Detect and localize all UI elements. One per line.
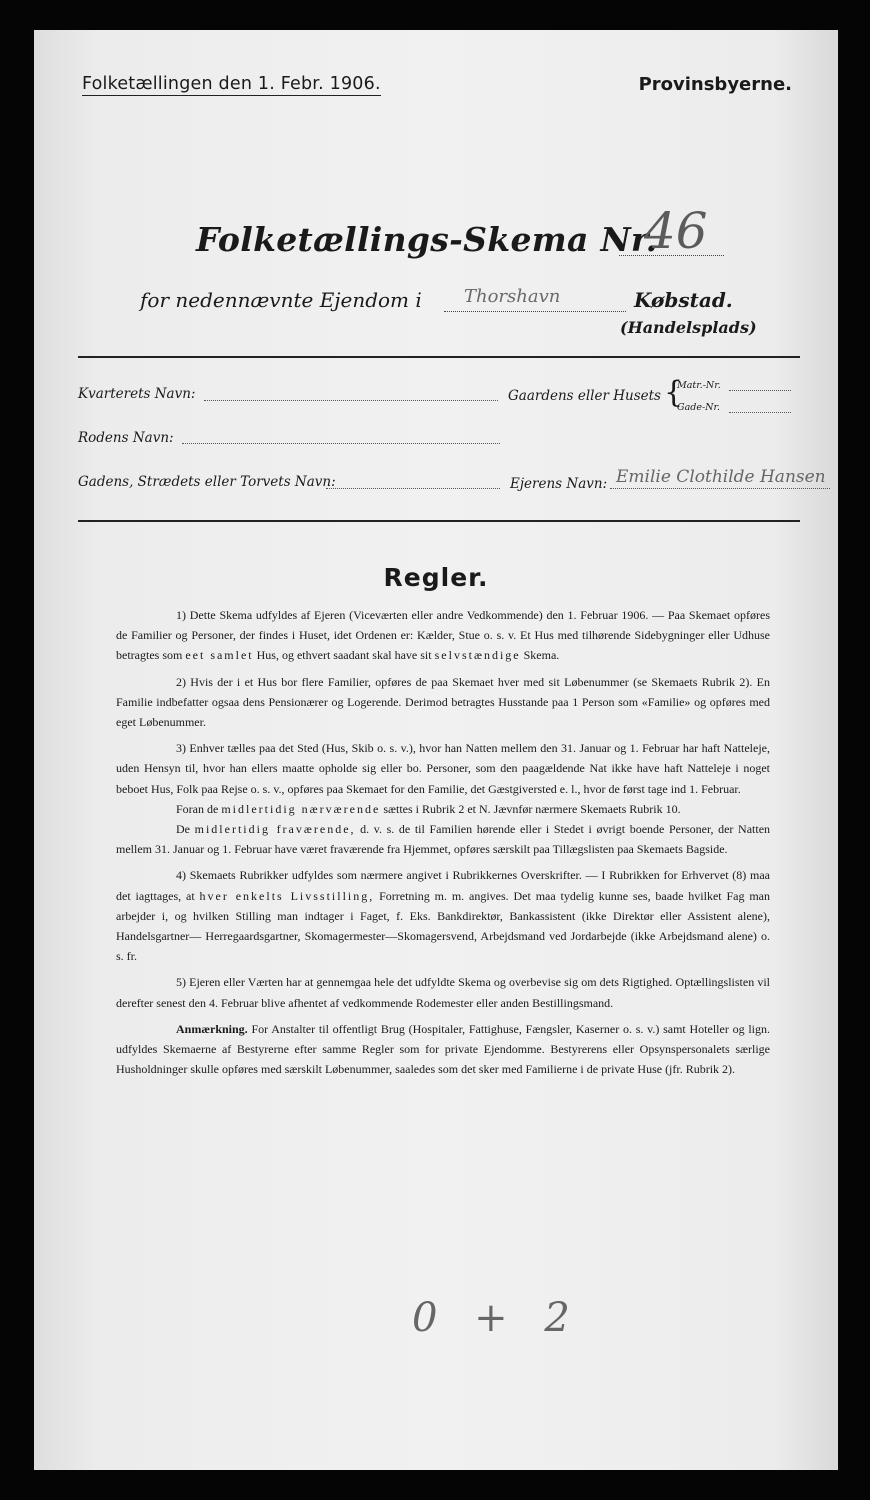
rule-3b: Foran de midlertidig nærværende sættes i Rubrik 2 et N. Jævnfør nærmere Skemaets Rubrik 10.	[176, 801, 681, 816]
kobstad-label: Købstad.	[634, 288, 733, 312]
middle-rule	[78, 520, 800, 522]
town-handwritten: Thorshavn	[464, 286, 561, 307]
ejer-label: Ejerens Navn:	[510, 476, 608, 492]
gade-nr-field[interactable]	[729, 412, 791, 413]
region-header: Provinsbyerne.	[638, 74, 792, 95]
rode-label: Rodens Navn:	[78, 430, 174, 446]
census-form-page	[34, 30, 838, 1470]
top-rule	[78, 356, 800, 358]
rule-1: 1) Dette Skema udfyldes af Ejeren (Viceværten eller andre Vedkommende) den 1. Februar 1906. — Paa Skemaet opføres de Familier og Personer, der findes i Huset, idet Ordenen er: Kælder, Stue o. s. v. Et Hus med tilhørende Sidebygninger eller Udhuse betragtes som eet samlet Hus, og ethvert saadant skal have sit selvstændige Skema.	[116, 608, 770, 663]
gade-label: Gadens, Strædets eller Torvets Navn:	[78, 474, 336, 490]
handelsplads-label: (Handelsplads)	[620, 318, 757, 337]
gaard-label: Gaardens eller Husets	[508, 388, 661, 404]
matr-field[interactable]	[729, 390, 791, 391]
kvarter-label: Kvarterets Navn:	[78, 386, 196, 402]
rule-3: 3) Enhver tælles paa det Sted (Hus, Skib o. s. v.), hvor han Natten mellem den 31. Januar og 1. Februar har haft Natteleje, uden Hensyn til, hvor han ellers maatte opholde sig eller bo. Personer, som den paagældende Nat ikke have haft Natteleje i noget beboet Hus, Folk paa Rejse o. s. v., opføres paa Skemaet for den Familie, det Gæstgiversted e. l., hvor de først tage ind 1. Februar.	[116, 741, 770, 796]
ejer-field[interactable]	[610, 488, 830, 489]
rule-2: 2) Hvis der i et Hus bor flere Familier, opføres de paa Skemaet hver med sit Løbenummer (se Skemaets Rubrik 2). En Familie indbefatter ogsaa dens Pensionærer og Logerende. Derimod betragtes Husstande paa 1 Person som «Familie» og opføres med eget Løbenummer.	[116, 674, 770, 730]
form-number-handwritten: 46	[644, 202, 708, 260]
brace-icon: {	[664, 375, 684, 410]
gade-nr-label: Gade-Nr.	[677, 402, 720, 413]
form-title: Folketællings-Skema Nr.	[196, 220, 658, 259]
anmaerkning: Anmærkning. For Anstalter til offentligt Brug (Hospitaler, Fattighuse, Fængsler, Kaserner o. s. v.) samt Hoteller og lign. udfyldes Skemaerne af Bestyrerne efter samme Regler som for private Ejendomme. Bestyrerens eller Opsynspersonalets særlige Husholdninger skulle opføres med særskilt Løbenummer, saaledes som det sker med Familierne i de private Huse (jfr. Rubrik 2).	[116, 1021, 770, 1077]
rules-text	[116, 605, 770, 1085]
town-blank	[444, 311, 626, 312]
kvarter-field[interactable]	[204, 400, 498, 401]
ejer-value-handwritten: Emilie Clothilde Hansen	[616, 467, 826, 487]
rule-5: 5) Ejeren eller Værten har at gennemgaa hele det udfyldte Skema og overbevise sig om dets Rigtighed. Optællingslisten vil derefter senest den 4. Februar blive afhentet af vedkommende Rodemester eller anden Bestillingsmand.	[116, 975, 770, 1010]
regler-title: Regler.	[383, 563, 489, 592]
rode-field[interactable]	[182, 443, 500, 444]
handwritten-tally: 0 + 2	[412, 1295, 582, 1341]
matr-label: Matr.-Nr.	[677, 380, 721, 391]
census-header: Folketællingen den 1. Febr. 1906.	[82, 74, 381, 94]
gade-field[interactable]	[326, 488, 500, 489]
subtitle-prefix: for nedennævnte Ejendom i	[140, 288, 422, 312]
rule-3c: De midlertidig fraværende, d. v. s. de til Familien hørende eller i Stedet i øvrigt boende Personer, der Natten mellem 31. Januar og 1. Februar have været fraværende fra Hjemmet, opføres særskilt paa Tillægslisten paa Skemaets Bagside.	[116, 822, 771, 857]
rule-4: 4) Skemaets Rubrikker udfyldes som nærmere angivet i Rubrikkernes Overskrifter. — I Rubrikken for Erhvervet (8) maa det iagttages, at hver enkelts Livsstilling, Forretning m. m. angives. Det maa tydelig kunne ses, baade hvilket Fag man arbejder i, og hvilken Stilling man indtager i Faget, f. Eks. Bankdirektør, Bankassistent (ikke Direktør eller Assistent alene), Handelsgartner— Herregaardsgartner, Skomagermester—Skomagersvend, Arbejdsmand ved Jordarbejde (ikke Arbejdsmand alene) o. s. fr.	[116, 868, 770, 964]
